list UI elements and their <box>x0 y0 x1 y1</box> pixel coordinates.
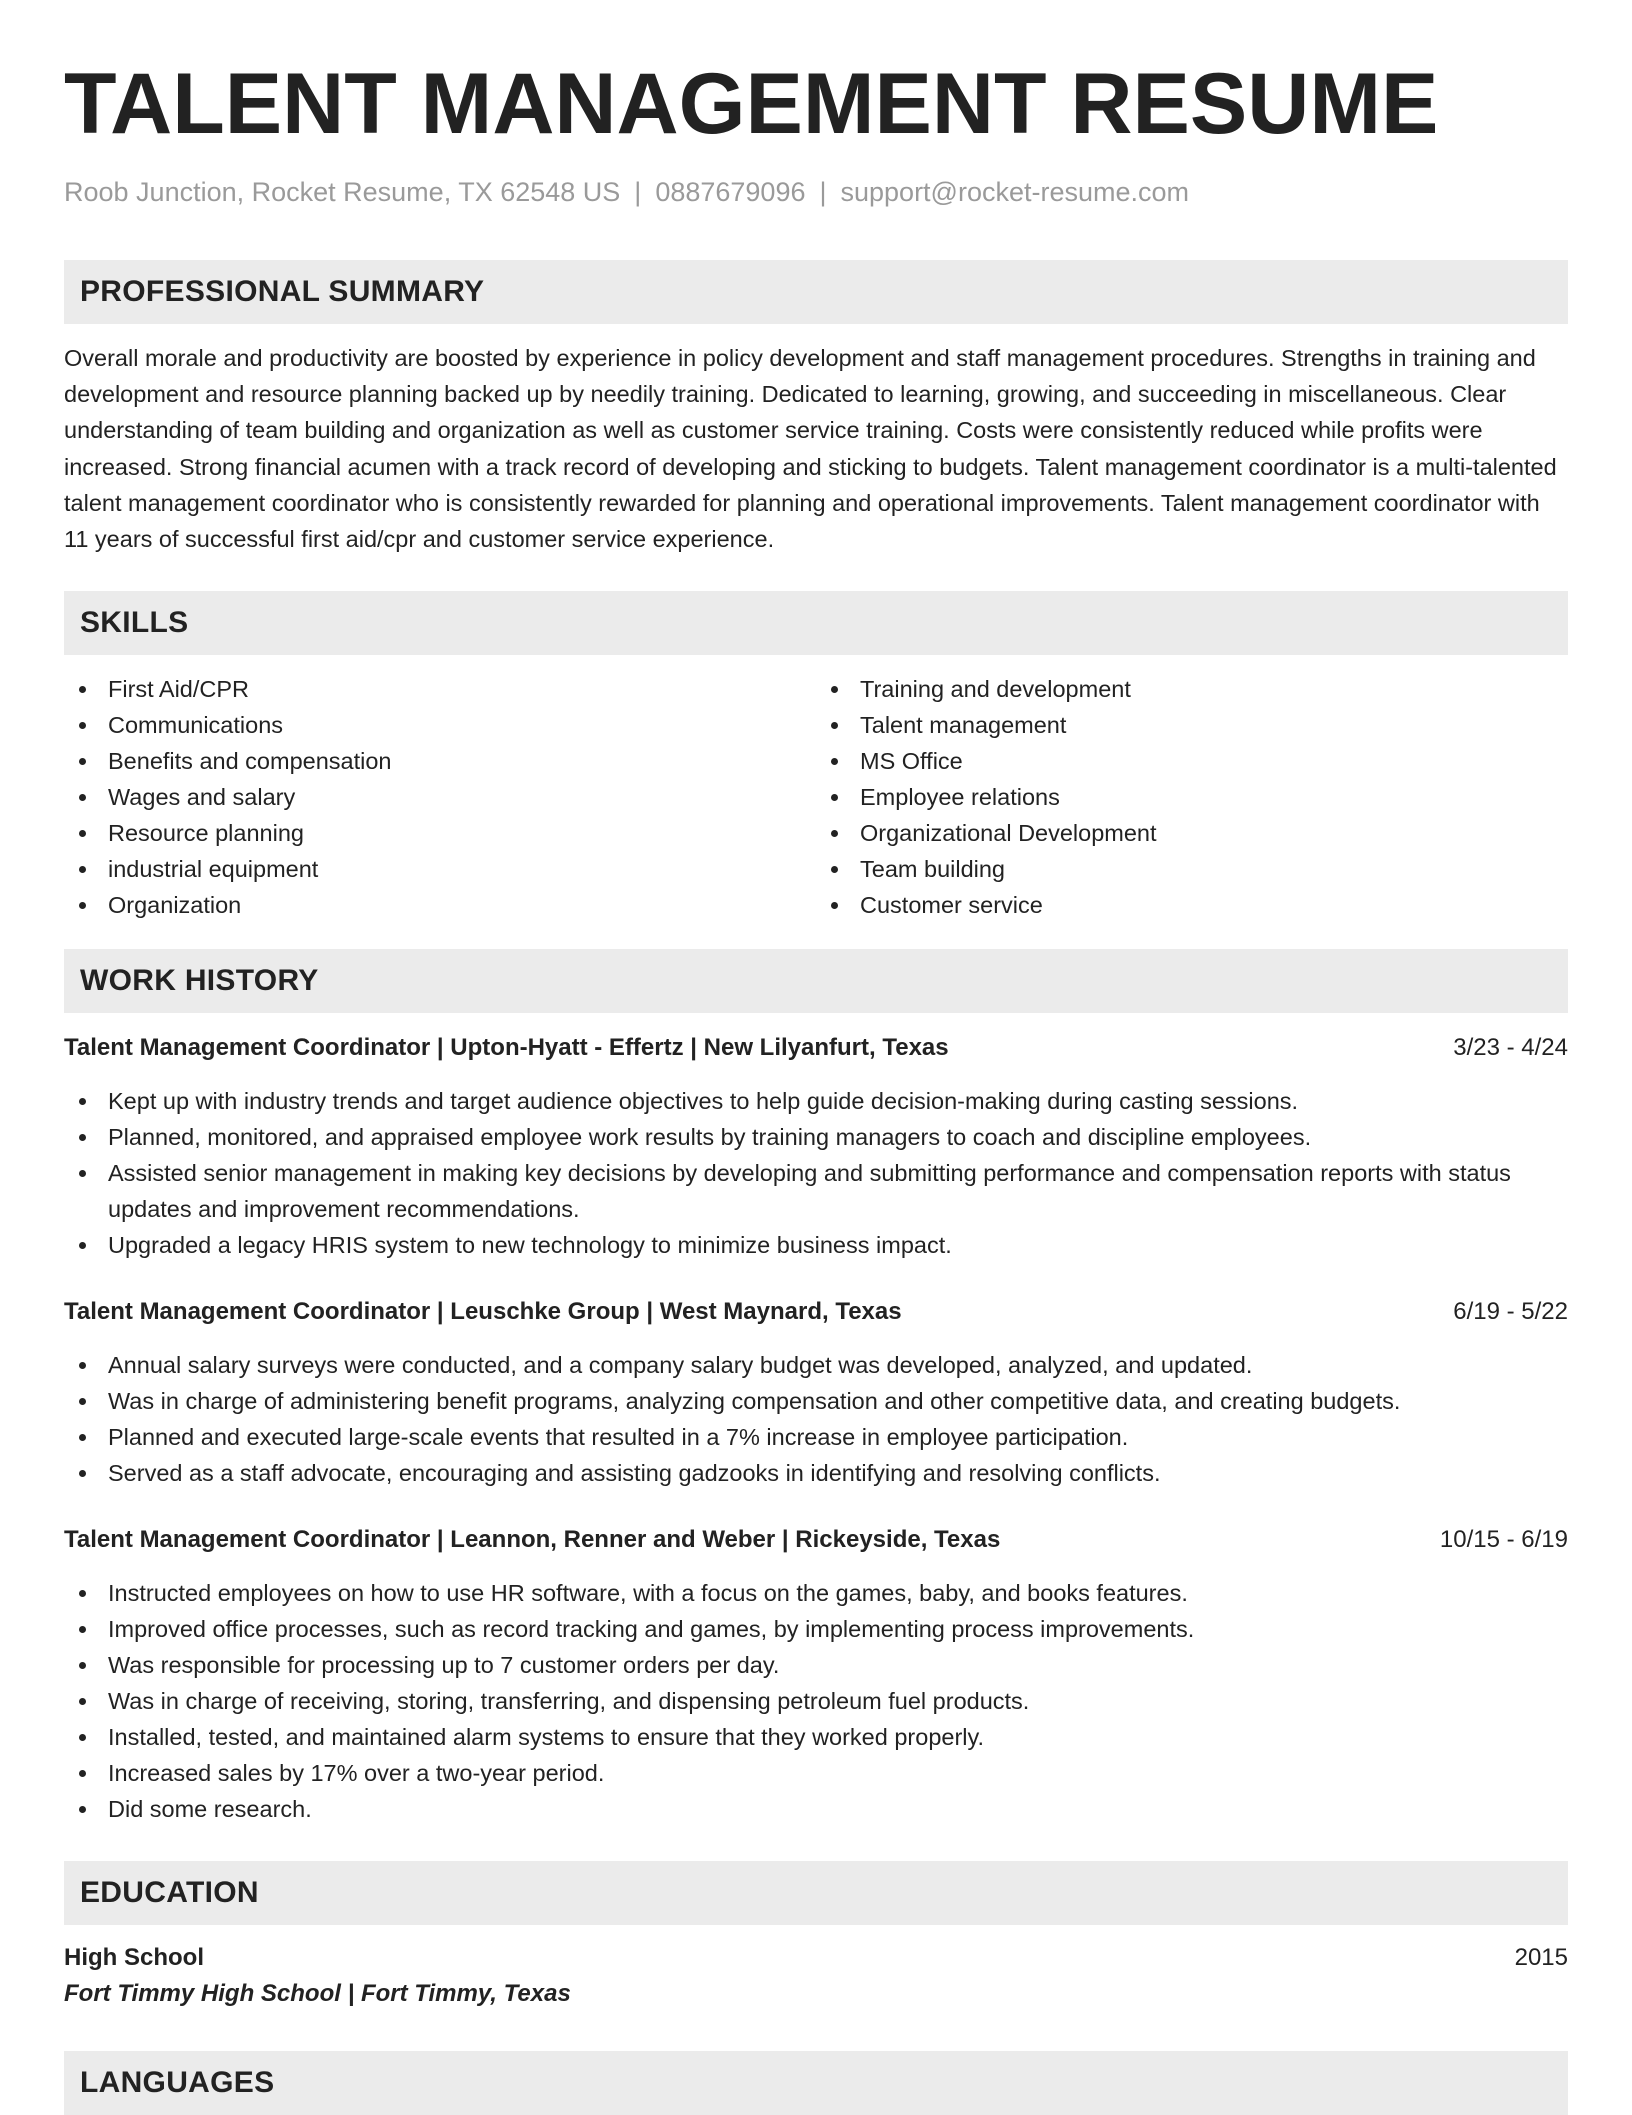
job-entry <box>64 1295 1568 1491</box>
section-header-skills: SKILLS <box>64 591 1568 655</box>
job-header <box>64 1523 1568 1557</box>
job-bullet: Was responsible for processing up to 7 customer orders per day. <box>64 1647 1568 1683</box>
education-degree: High School <box>64 1944 204 1972</box>
resume-title: TALENT MANAGEMENT RESUME <box>64 56 1439 152</box>
job-dates: 6/19 - 5/22 <box>1453 1298 1568 1326</box>
summary-text: Overall morale and productivity are boosted by experience in policy development and staff management procedures. Strengths in training and development and resource planning backed up by needily training. Dedicated to learning, growing, and succeeding in miscellaneous. Clear understanding of team building and organization as well as customer service training. Costs were consistently reduced while profits were increased. Strong financial acumen with a track record of developing and sticking to budgets. Talent management coordinator is a multi-talented talent management coordinator who is consistently rewarded for planning and operational improvements. Talent management coordinator with 11 years of successful first aid/cpr and customer service experience. <box>64 345 1557 553</box>
contact-separator: | <box>634 177 642 207</box>
section-header-work-history: WORK HISTORY <box>64 949 1568 1013</box>
skill-item: First Aid/CPR <box>64 671 816 707</box>
skill-item: Customer service <box>816 887 1568 923</box>
skill-item: Benefits and compensation <box>64 743 816 779</box>
skills-list <box>64 671 1568 923</box>
skill-item: Organization <box>64 887 816 923</box>
skill-item: Employee relations <box>816 779 1568 815</box>
skill-item: Organizational Development <box>816 815 1568 851</box>
section-header-languages: LANGUAGES <box>64 2051 1568 2115</box>
job-entry <box>64 1523 1568 1827</box>
job-bullet: Planned, monitored, and appraised employee work results by training managers to coach and discipline employees. <box>64 1119 1568 1155</box>
job-header <box>64 1031 1568 1065</box>
job-title: Talent Management Coordinator | Leuschke Group | West Maynard, Texas <box>64 1298 902 1326</box>
skills-column-right <box>816 671 1568 923</box>
skill-item: Training and development <box>816 671 1568 707</box>
job-bullets <box>64 1347 1568 1491</box>
education-year: 2015 <box>1514 1944 1568 1972</box>
skill-item: Communications <box>64 707 816 743</box>
job-bullet: Kept up with industry trends and target audience objectives to help guide decision-making during casting sessions. <box>64 1083 1568 1119</box>
job-bullet: Annual salary surveys were conducted, and a company salary budget was developed, analyzed, and updated. <box>64 1347 1568 1383</box>
job-entry <box>64 1031 1568 1263</box>
section-header-summary: PROFESSIONAL SUMMARY <box>64 260 1568 324</box>
job-title: Talent Management Coordinator | Upton-Hyatt - Effertz | New Lilyanfurt, Texas <box>64 1034 949 1062</box>
job-title: Talent Management Coordinator | Leannon, Renner and Weber | Rickeyside, Texas <box>64 1526 1001 1554</box>
job-bullets <box>64 1575 1568 1827</box>
job-bullet: Increased sales by 17% over a two-year period. <box>64 1755 1568 1791</box>
job-dates: 10/15 - 6/19 <box>1439 1526 1568 1554</box>
job-dates: 3/23 - 4/24 <box>1453 1034 1568 1062</box>
job-bullet: Upgraded a legacy HRIS system to new technology to minimize business impact. <box>64 1227 1568 1263</box>
job-bullets <box>64 1083 1568 1263</box>
skill-item: industrial equipment <box>64 851 816 887</box>
job-bullet: Installed, tested, and maintained alarm systems to ensure that they worked properly. <box>64 1719 1568 1755</box>
skill-item: Team building <box>816 851 1568 887</box>
job-bullet: Assisted senior management in making key decisions by developing and submitting performance and compensation reports with status updates and improvement recommendations. <box>64 1155 1568 1227</box>
job-bullet: Was in charge of administering benefit programs, analyzing compensation and other competitive data, and creating budgets. <box>64 1383 1568 1419</box>
education-header <box>64 1941 1568 1975</box>
contact-separator: | <box>819 177 827 207</box>
job-bullet: Instructed employees on how to use HR software, with a focus on the games, baby, and books features. <box>64 1575 1568 1611</box>
job-bullet: Improved office processes, such as record tracking and games, by implementing process improvements. <box>64 1611 1568 1647</box>
contact-line <box>64 174 1568 210</box>
job-bullet: Was in charge of receiving, storing, transferring, and dispensing petroleum fuel products. <box>64 1683 1568 1719</box>
contact-phone: 0887679096 <box>655 177 806 207</box>
job-bullet: Planned and executed large-scale events that resulted in a 7% increase in employee participation. <box>64 1419 1568 1455</box>
contact-email: support@rocket-resume.com <box>840 177 1190 207</box>
skill-item: Talent management <box>816 707 1568 743</box>
skills-column-left <box>64 671 816 923</box>
contact-address: Roob Junction, Rocket Resume, TX 62548 US <box>64 177 621 207</box>
section-header-education: EDUCATION <box>64 1861 1568 1925</box>
job-bullet: Did some research. <box>64 1791 1568 1827</box>
education-school: Fort Timmy High School | Fort Timmy, Texas <box>64 1980 571 2008</box>
job-bullet: Served as a staff advocate, encouraging and assisting gadzooks in identifying and resolving conflicts. <box>64 1455 1568 1491</box>
education-entry <box>64 1941 1568 2013</box>
job-header <box>64 1295 1568 1329</box>
skill-item: MS Office <box>816 743 1568 779</box>
skill-item: Resource planning <box>64 815 816 851</box>
skill-item: Wages and salary <box>64 779 816 815</box>
